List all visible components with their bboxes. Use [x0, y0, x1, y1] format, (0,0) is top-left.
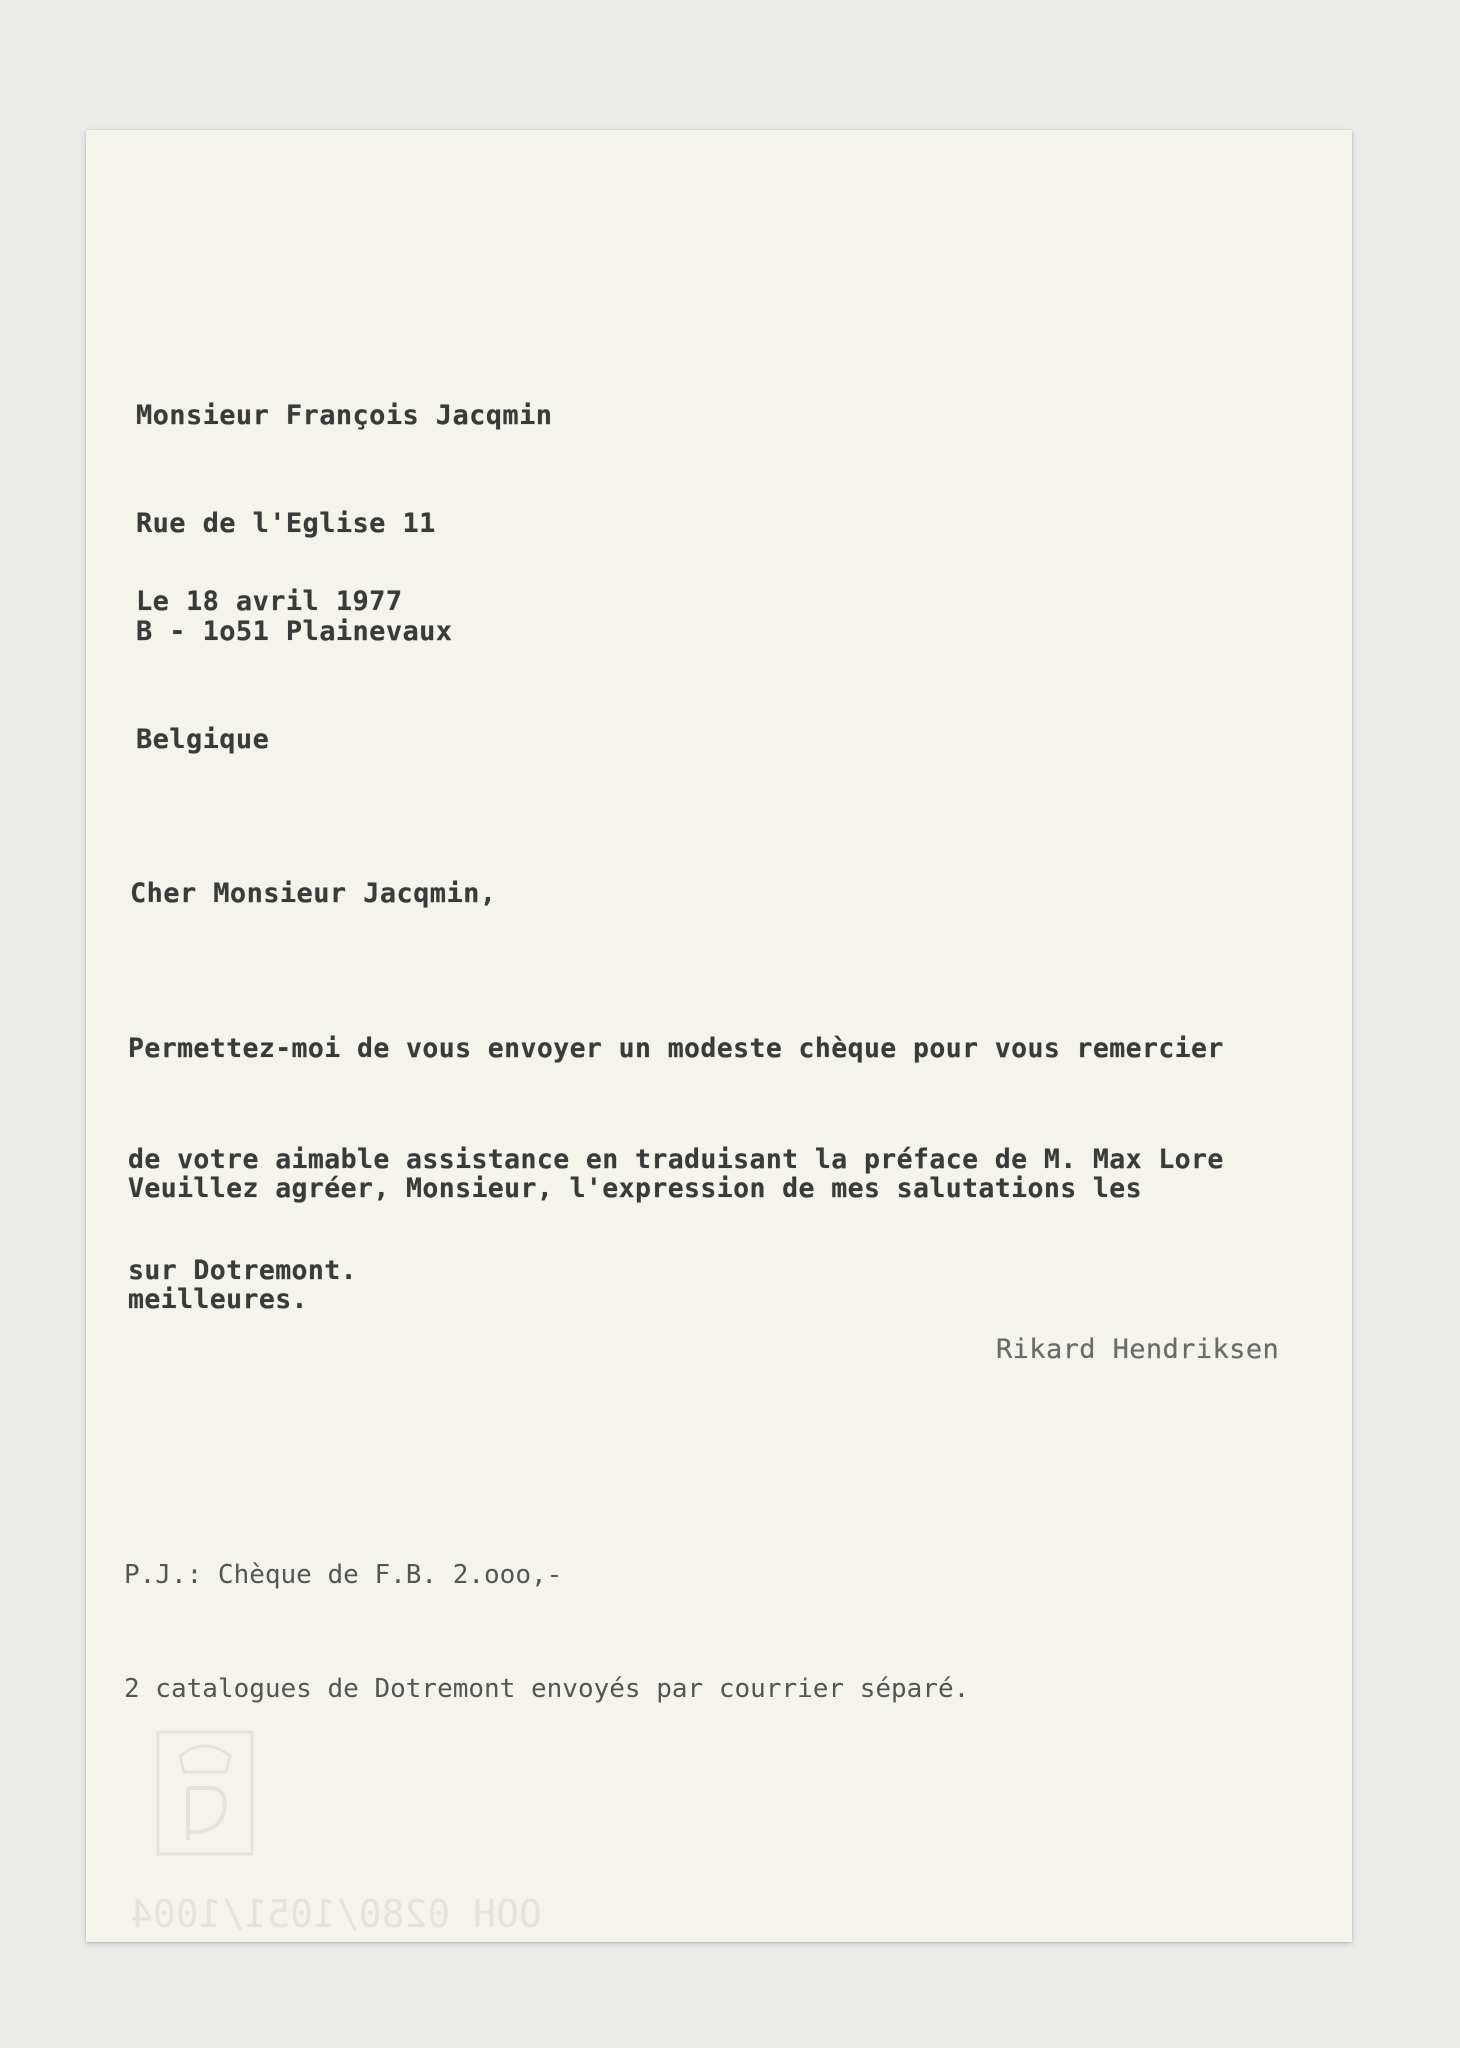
paragraph-line: Veuillez agréer, Monsieur, l'expression de mes salutations les: [128, 1173, 1142, 1204]
paragraph-line: sur Dotremont.: [128, 1255, 357, 1286]
body-paragraph-2: [128, 1096, 1142, 1355]
paragraph-line: meilleures.: [128, 1284, 308, 1315]
enclosure-line: P.J.: Chèque de F.B. 2.ooo,-: [124, 1560, 563, 1590]
address-line: Monsieur François Jacqmin: [136, 400, 553, 431]
enclosures: [124, 1480, 969, 1746]
salutation: Cher Monsieur Jacqmin,: [130, 878, 497, 909]
paragraph-line: de votre aimable assistance en traduisant la préface de M. Max Lore: [128, 1144, 1224, 1175]
letterhead-showthrough-icon: [150, 1728, 260, 1858]
letter-date: Le 18 avril 1977: [136, 586, 403, 617]
address-line: B - 1o51 Plainevaux: [136, 616, 453, 647]
address-line: Belgique: [136, 724, 270, 755]
address-line: Rue de l'Eglise 11: [136, 508, 436, 539]
signature: Rikard Hendriksen: [996, 1334, 1280, 1365]
reference-number-showthrough: OOH 0280/1051/1004: [130, 1892, 542, 1936]
paragraph-line: Permettez-moi de vous envoyer un modeste chèque pour vous remercier: [128, 1033, 1224, 1064]
recipient-address: [136, 326, 552, 794]
enclosure-line: 2 catalogues de Dotremont envoyés par courrier séparé.: [124, 1674, 970, 1704]
